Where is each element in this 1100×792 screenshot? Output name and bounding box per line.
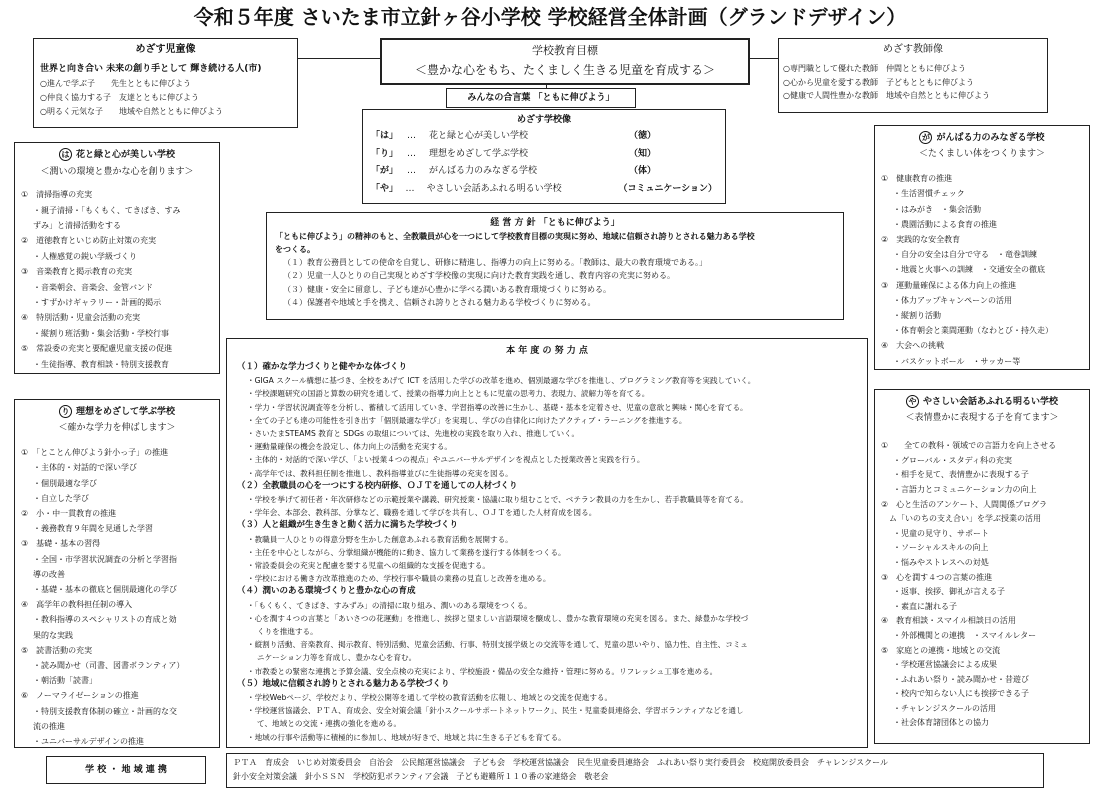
ya-line: ・ソーシャルスキルの向上 xyxy=(893,543,989,553)
school-goal-dots: … xyxy=(407,148,416,159)
ga-line: ・縦割り活動 xyxy=(893,311,941,321)
effort-line: ・市教委との緊密な連携と予算会議、安全点検の充実により、学校施設・備品の安全な維持・管理に努める。リフレッシュ工事を進める。 xyxy=(247,666,718,676)
ri-title: 理想をめざして学ぶ学校 xyxy=(75,407,175,417)
policy-lead-2: をつくる。 xyxy=(275,245,315,254)
ga-line: ・地震と火事への訓練 ・交通安全の徹底 xyxy=(893,265,1045,275)
ya-circle-icon: や xyxy=(906,395,919,408)
ya-line: ・言語力とコミュニケーション力の向上 xyxy=(893,484,1037,494)
ga-circle-icon: が xyxy=(919,131,932,144)
effort-line: ・学校Webページ、学校だより、学校公開等を通して学校の教育活動を広報し、地域との交流を促進する。 xyxy=(247,693,613,703)
ga-line: ③ 運動量確保による体力向上の推進 xyxy=(881,280,1017,290)
ga-line: ・農園活動による食育の推進 xyxy=(893,219,997,229)
ri-line: ・個別最適な学び xyxy=(33,478,97,488)
education-goal-text: ＜豊かな心をもち、たくましく生きる児童を育成する＞ xyxy=(414,63,715,77)
community-label: 学 校 ・ 地 域 連 携 xyxy=(85,765,167,775)
ga-line: ・体育朝会と業間運動（なわとび・持久走） xyxy=(893,326,1053,336)
ri-line: ③ 基礎・基本の習得 xyxy=(21,539,101,549)
ya-school-box xyxy=(874,389,1090,744)
ri-line: ・自立した学び xyxy=(33,493,89,503)
child-goal-item: ○明るく元気な子 地域や自然とともに伸びよう xyxy=(40,107,223,116)
ha-school-box xyxy=(14,142,220,374)
ri-line: ・基礎・基本の徹底と個別最適化の学び xyxy=(33,585,177,595)
community-line-2: 針小安全対策会議 針小ＳＳＮ 学校防犯ボランティア会議 子ども避難所１１０番の家連絡会 敬老会 xyxy=(233,772,609,781)
policy-item: （２）児童一人ひとりの自己実現とめざす学校像の実現に向けた教育実践を通し、教育内容の充実に努める。 xyxy=(283,271,675,281)
policy-lead-1: 「ともに伸びよう」の精神のもと、全教職員が心を一つにして学校教育目標の実現に努め、地域に信頼され誇りとされる魅力ある学校 xyxy=(275,232,755,241)
ga-subtitle: ＜たくましい体をつくります＞ xyxy=(918,149,1045,159)
ya-line: ・相手を見て、表情豊かに表現する子 xyxy=(893,470,1029,480)
school-goal-row xyxy=(371,181,717,199)
ri-subtitle: ＜確かな学力を伸ばします＞ xyxy=(58,423,176,433)
ha-line: ・音楽朝会、音楽会、金管バンド xyxy=(33,282,153,292)
ya-line: ④ 教育相談・スマイル相談日の活用 xyxy=(881,616,1016,626)
ri-line: ・教科指導のスペシャリストの育成と効 xyxy=(33,615,177,625)
connector-line xyxy=(298,58,380,59)
ga-line: ・自分の安全は自分で守る ・竜巻訓練 xyxy=(893,250,1037,260)
ha-line: ① 清掃指導の充実 xyxy=(21,190,93,200)
teacher-goal-item: ○心から児童を愛する教師 子どもとともに伸びよう xyxy=(783,77,974,87)
effort-line: くりを推進する。 xyxy=(257,627,318,637)
teacher-goal-heading: めざす教師像 xyxy=(883,44,943,55)
ya-line: ・外部機関との連携 ・スマイルレター xyxy=(893,630,1037,640)
teacher-goal-box xyxy=(778,38,1048,113)
community-label-box xyxy=(46,756,206,784)
ya-line: ・グローバル・スタディ科の充実 xyxy=(893,455,1012,465)
effort-section-heading: （２）全教職員の心を一つにする校内研修、ＯＪＴを通しての人材づくり xyxy=(237,480,518,491)
community-line-1: ＰＴＡ 育成会 いじめ対策委員会 自治会 公民館運営協議会 子ども会 学校運営協議会 民生児童委員連絡会 ふれあい祭り実行委員会 校庭開放委員会 チャレンジスクール xyxy=(233,758,888,767)
effort-line: ・教職員一人ひとりの得意分野を生かした創意あふれる教育活動を展開する。 xyxy=(247,534,513,544)
school-goal-row xyxy=(371,163,717,181)
ya-line: ・チャレンジスクールの活用 xyxy=(893,703,996,713)
school-goal-dots: … xyxy=(407,131,416,141)
ri-line: 流の推進 xyxy=(33,721,65,731)
school-goal-key: 「は」 xyxy=(371,131,399,141)
school-goal-row xyxy=(371,146,717,164)
effort-line: ・主任を中心としながら、分掌組織が機能的に動き、協力して業務を遂行する体制をつくる。 xyxy=(247,547,566,557)
effort-line: て、地域との交流・連携の強化を進める。 xyxy=(257,719,402,729)
policy-item: （１）教育公務員としての使命を自覚し、研修に精進し、指導力の向上に努める。「教師は、最大の教育環境である。」 xyxy=(283,258,707,267)
ga-line: ① 健康教育の推進 xyxy=(881,174,953,184)
effort-line: ・「もくもく、てきぱき、すみずみ」の清掃に取り組み、潤いのある環境をつくる。 xyxy=(247,600,532,610)
ha-subtitle: ＜潤いの環境と豊かな心を創ります＞ xyxy=(40,167,194,177)
policy-item: （３）健康・安全に留意し、子ども達が心豊かに学べる潤いある教育環境づくりに努める。 xyxy=(283,284,611,294)
ya-line: ③ 心を潤す４つの言葉の推進 xyxy=(881,572,993,582)
school-goal-row xyxy=(371,128,717,146)
school-goal-dots: … xyxy=(407,166,416,176)
effort-line: ・常設委員会の充実と配慮を要する児童への組織的な支援を促進する。 xyxy=(247,561,490,571)
ri-line: ② 小・中一貫教育の推進 xyxy=(21,509,117,519)
ri-line: 果的な実践 xyxy=(33,630,73,640)
school-goal-tag: （体） xyxy=(629,166,657,176)
child-goal-lead: 世界と向き合い 未来の創り手として 輝き続ける人(市) xyxy=(40,64,262,74)
effort-line: ・学校における働き方改革推進のため、学校行事や職員の業務の見直しと改善を進める。 xyxy=(247,574,551,584)
ya-line: ・ふれあい祭り・読み聞かせ・昔遊び xyxy=(893,674,1029,684)
school-goal-text: がんばる力のみなぎる学校 xyxy=(429,166,538,176)
teacher-goal-item: ○健康で人間性豊かな教師 地域や自然とともに伸びよう xyxy=(783,91,990,100)
education-goal-heading: 学校教育目標 xyxy=(532,44,598,57)
ya-line: ・校内で知らない人にも挨拶できる子 xyxy=(893,689,1029,699)
ri-line: ・朝活動「読書」 xyxy=(33,676,97,686)
ya-line: ・素直に謝れる子 xyxy=(893,601,957,611)
ha-line: ずみ」と清掃活動をする xyxy=(33,221,121,231)
school-goal-tag: （知） xyxy=(629,148,657,159)
ya-line: ② 心と生活のアンケート、人間関係プログラ xyxy=(881,499,1047,509)
ri-line: ⑥ ノーマライゼーションの推進 xyxy=(21,691,139,701)
school-goal-key: 「が」 xyxy=(371,166,399,176)
ha-circle-icon: は xyxy=(59,148,72,161)
effort-line: ・高学年では、教科担任制を推進し、教科指導並びに生徒指導の充実を図る。 xyxy=(247,468,513,478)
education-goal-box xyxy=(380,38,750,85)
effort-line: ・地域の行事や活動等に積極的に参加し、地域が好きで、地域と共に生きる子どもを育てる。 xyxy=(247,732,566,742)
ha-line: ・すずかけギャラリー・計画的掲示 xyxy=(33,298,162,308)
school-goal-key: 「や」 xyxy=(371,183,399,194)
school-goal-tag: （コミュニケーション） xyxy=(618,183,718,194)
ha-line: ・人権感覚の鋭い学級づくり xyxy=(33,251,137,261)
child-goal-box xyxy=(33,38,298,128)
effort-line: ・学校を挙げて初任者・年次研修などの示範授業や講義、研究授業・協議に取り組むことで、ベテラン教員の力を生かし、若手教職員等を育てる。 xyxy=(247,495,749,505)
ri-line: 導の改善 xyxy=(33,569,65,579)
ga-line: ・はみがき ・集会活動 xyxy=(893,204,981,214)
ya-line: ・返事、挨拶、御礼が言える子 xyxy=(893,587,1005,597)
school-goal-heading: めざす学校像 xyxy=(516,115,571,125)
community-list-box xyxy=(226,753,1044,788)
ya-title: やさしい会話あふれる明るい学校 xyxy=(922,397,1058,407)
ga-line: ・生活習慣チェック xyxy=(893,189,965,199)
effort-line: ・さいたまSTEAMS 教育と SDGs の取組については、先進校の実践を取り入れ、推進していく。 xyxy=(247,429,580,439)
effort-line: ・学校運営協議会、ＰＴＡ、育成会、安全対策会議「針小スクールサポートネットワーク」、民生・児童委員連絡会、学習ボランティアなどを通し xyxy=(247,706,744,716)
policy-heading: 経 営 方 針 「ともに伸びよう」 xyxy=(490,218,620,228)
ga-school-box xyxy=(874,125,1090,370)
effort-line: ・全ての子ども達の可能性を引き出す「個別最適な学び」を実現し、学びの自律化に向けたアクティブ・ラーニングを推進する。 xyxy=(247,415,687,425)
effort-line: ・心を潤す４つの言葉と「あいさつの花運動」を推進し、挨拶と望ましい言語環境を醸成し、豊かな教育環境の充実を図る。また、緑豊かな学校づ xyxy=(247,613,749,623)
ri-line: ・特別支援教育体制の確立・計画的な交 xyxy=(33,706,177,716)
ri-line: ・ユニバーサルデザインの推進 xyxy=(33,737,145,747)
effort-line: ・GIGA スクール構想に基づき、全校をあげて ICT を活用した学びの改革を進め、個別最適な学びを推進し、プログラミング教育等を実践していく。 xyxy=(247,376,756,386)
ya-line: ・悩みやストレスへの対処 xyxy=(893,557,989,567)
child-goal-item: ○仲良く協力する子 友達とともに伸びよう xyxy=(40,93,199,102)
ha-line: ・親子清掃・「もくもく、てきぱき、すみ xyxy=(33,205,181,215)
effort-section-heading: （４）潤いのある環境づくりと豊かな心の育成 xyxy=(237,586,416,597)
ri-title-row xyxy=(19,405,215,420)
effort-line: ・学年会、本部会、教科部、分掌など、職務を通して学びを共有し、ＯＪＴを通した人材育成を図る。 xyxy=(247,508,597,518)
ya-line: ム「いのちの支え合い」を学ぶ授業の活用 xyxy=(889,514,1041,524)
ha-line: ④ 特別活動・児童会活動の充実 xyxy=(21,313,141,323)
ga-line: ・体力アップキャンペーンの活用 xyxy=(893,295,1012,305)
school-goal-tag: （徳） xyxy=(629,131,657,141)
ya-line: ① 全ての教科・領域での言語力を向上させる xyxy=(881,441,1057,451)
school-goal-box xyxy=(362,109,726,204)
ri-line: ・全国・市学習状況調査の分析と学習指 xyxy=(33,554,177,564)
effort-line: ・運動量確保の機会を設定し、体力向上の活動を充実する。 xyxy=(247,442,453,452)
school-goal-text: やさしい会話あふれる明るい学校 xyxy=(426,183,562,194)
ha-line: ③ 音楽教育と掲示教育の充実 xyxy=(21,267,133,277)
effort-line: ニケーション力等を育成し、豊かな心を育む。 xyxy=(257,653,417,663)
ri-line: ・義務教育９年間を見通した学習 xyxy=(33,524,153,534)
child-goal-heading: めざす児童像 xyxy=(135,44,196,55)
ri-line: ・読み聞かせ（司書、図書ボランティア） xyxy=(33,661,185,671)
effort-line: ・学力・学習状況調査等を分析し、蓄積して活用していき、学習指導の改善に生かし、基礎・基本を定着させ、児童の意欲と興味・関心を育てる。 xyxy=(247,402,748,412)
effort-line: ・学校課題研究の国語と算数の研究を通して、授業の指導力向上とともに児童の思考力、表現力、読解力等を育てる。 xyxy=(247,389,650,399)
effort-line: ・縦割り活動、音楽教育、掲示教育、特別活動、児童会活動、行事、特別支援学級との交流等を通して、児童の思いやり、協力性、自主性、コミュ xyxy=(247,640,748,650)
page-title: 令和５年度 さいたま市立針ヶ谷小学校 学校経営全体計画（グランドデザイン） xyxy=(193,5,907,29)
effort-section-heading: （１）確かな学力づくりと健やかな体づくり xyxy=(237,362,408,372)
school-goal-dots: … xyxy=(405,183,415,194)
school-goal-key: 「り」 xyxy=(371,148,399,159)
ha-title-row xyxy=(19,148,215,163)
ga-line: ② 実践的な安全教育 xyxy=(881,235,961,245)
teacher-goal-item: ○専門職として優れた教師 仲間とともに伸びよう xyxy=(783,64,966,73)
effort-section-heading: （３）人と組織が生き生きと動く活力に満ちた学校づくり xyxy=(237,520,459,531)
ha-line: ② 道徳教育といじめ防止対策の充実 xyxy=(21,236,157,246)
ri-line: ④ 高学年の教科担任制の導入 xyxy=(21,600,133,610)
ri-line: ⑤ 読書活動の充実 xyxy=(21,645,93,655)
motto-text: みんなの合言葉 「ともに伸びよう」 xyxy=(467,93,615,103)
ri-line: ・主体的・対話的で深い学び xyxy=(33,463,137,473)
efforts-heading: 本 年 度 の 努 力 点 xyxy=(506,346,588,356)
ha-line: ・縦割り班活動・集会活動・学校行事 xyxy=(33,328,169,338)
ga-title-row xyxy=(879,131,1085,146)
ri-school-box xyxy=(14,399,220,748)
policy-item: （４）保護者や地域と手を携え、信頼され誇りとされる魅力ある学校づくりに努める。 xyxy=(283,298,596,308)
child-goal-item: ○進んで学ぶ子 先生とともに伸びよう xyxy=(40,79,191,88)
ya-line: ・社会体育諸団体との協力 xyxy=(893,718,989,728)
ha-title: 花と緑と心が美しい学校 xyxy=(75,150,175,160)
ya-line: ・学校運営協議会による成果 xyxy=(893,660,997,670)
ri-line: ① 「とことん伸びよう針小っ子」の推進 xyxy=(21,448,169,458)
ya-subtitle: ＜表情豊かに表現する子を育てます＞ xyxy=(905,413,1059,423)
effort-section-heading: （５）地域に信頼され誇りとされる魅力ある学校づくり xyxy=(237,678,450,689)
ga-line: ④ 大会への挑戦 xyxy=(881,341,945,351)
ga-title: がんばる力のみなぎる学校 xyxy=(936,133,1045,143)
ya-line: ⑤ 家庭との連携・地域との交流 xyxy=(881,645,1001,655)
effort-line: ・主体的・対話的で深い学び、「よい授業４つの視点」やユニバーサルデザインを視点とした授業改善と実践を行う。 xyxy=(247,455,645,465)
ha-line: ⑤ 常設委の充実と要配慮児童支援の促進 xyxy=(21,344,173,354)
policy-box xyxy=(266,212,844,320)
ri-circle-icon: り xyxy=(59,405,72,418)
school-goal-text: 理想をめざして学ぶ学校 xyxy=(429,148,529,159)
ga-line: ・バスケットボール ・サッカー等 xyxy=(893,356,1021,366)
efforts-box xyxy=(226,338,868,748)
ya-title-row xyxy=(879,395,1085,410)
motto-box xyxy=(446,88,636,108)
ha-line: ・生徒指導、教育相談・特別支援教育 xyxy=(33,359,169,369)
connector-line xyxy=(750,58,778,59)
school-goal-text: 花と緑と心が美しい学校 xyxy=(429,131,529,141)
ya-line: ・児童の見守り、サポート xyxy=(893,528,989,538)
